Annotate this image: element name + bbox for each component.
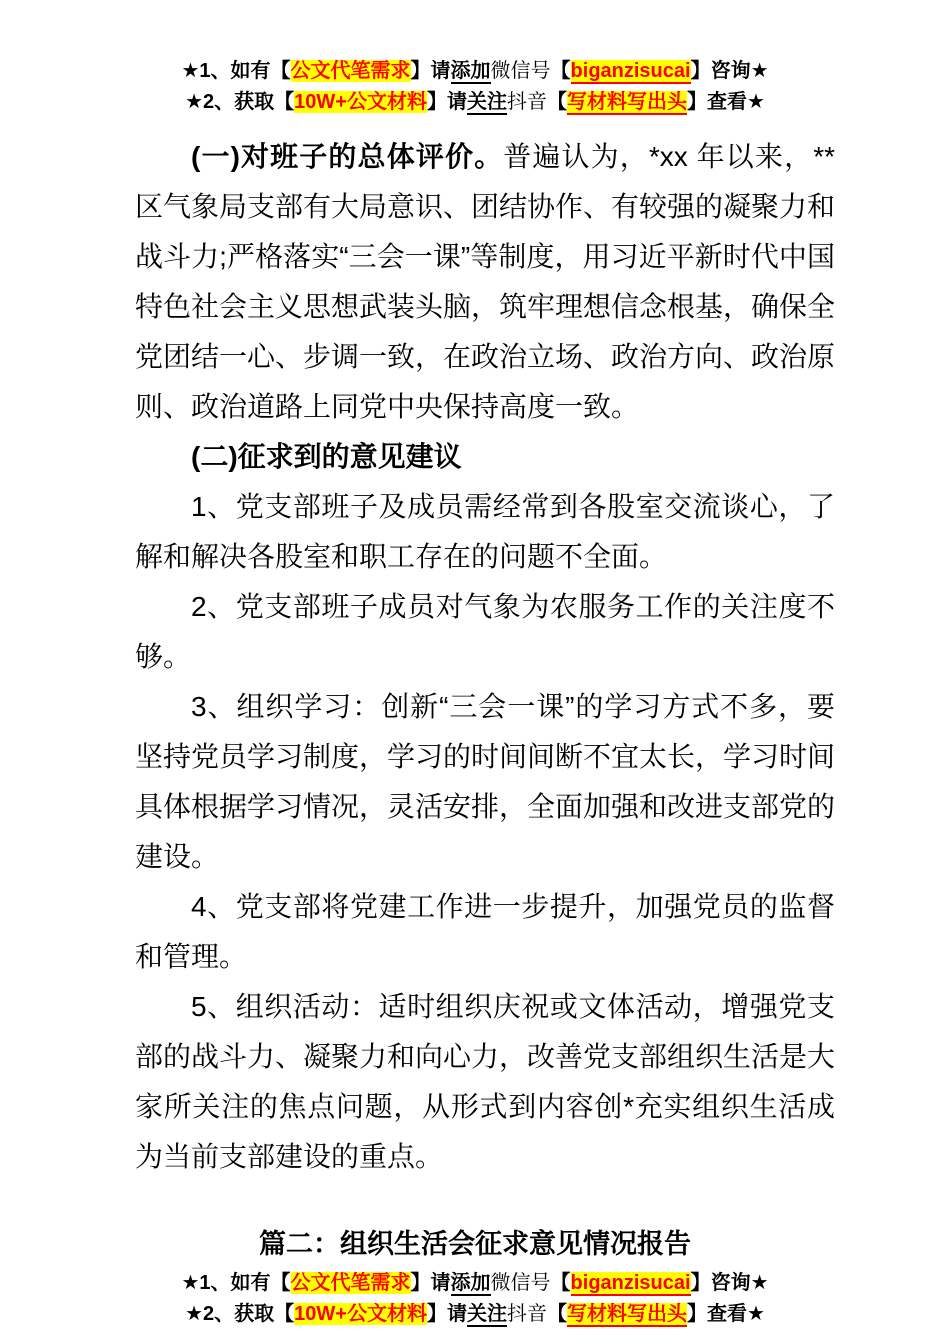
promo-douyin-id: 写材料写出头 xyxy=(566,91,687,113)
promo-text: 】咨询★ xyxy=(690,1272,769,1294)
document-body xyxy=(135,132,835,1182)
promo-underline-text: 关注 xyxy=(466,91,507,113)
promo-text: 】咨询★ xyxy=(690,60,769,82)
paragraph-heading-opinions xyxy=(135,432,835,482)
paragraph-item-2 xyxy=(135,582,835,682)
promo-underline-text: 添加 xyxy=(450,1272,491,1294)
promo-header-line-2 xyxy=(0,87,950,118)
promo-text: 】查看★ xyxy=(686,91,765,113)
promo-underline-text: 添加 xyxy=(450,60,491,82)
promo-text: 【 xyxy=(550,1272,571,1294)
promo-text: ★1、如有【 xyxy=(181,60,291,82)
paragraph-text: 2、党支部班子成员对气象为农服务工作的关注度不够。 xyxy=(135,591,835,672)
promo-text: 【 xyxy=(546,91,567,113)
paragraph-item-5 xyxy=(135,982,835,1182)
promo-wechat-id: biganzisucai xyxy=(570,1272,691,1294)
paragraph-text: 3、组织学习：创新“三会一课”的学习方式不多，要坚持党员学习制度，学习的时间间断不宜太长，学习时间具体根据学习情况，灵活安排，全面加强和改进支部党的建设。 xyxy=(135,691,836,872)
promo-text: 【 xyxy=(550,60,571,82)
promo-text: 】请 xyxy=(426,1303,467,1325)
promo-douyin-id: 写材料写出头 xyxy=(566,1303,687,1325)
paragraph-lead: (二)征求到的意见建议 xyxy=(191,441,462,472)
paragraph-text: 1、党支部班子及成员需经常到各股室交流谈心，了解和解决各股室和职工存在的问题不全面。 xyxy=(135,491,835,572)
paragraph-item-3 xyxy=(135,682,835,882)
promo-text: ★2、获取【 xyxy=(185,1303,295,1325)
promo-highlight: 10W+公文材料 xyxy=(294,1303,427,1325)
promo-wechat-id: biganzisucai xyxy=(570,60,691,82)
promo-text: 微信号 xyxy=(490,1272,551,1294)
promo-text: 抖音 xyxy=(506,91,547,113)
promo-footer-line-2 xyxy=(0,1299,950,1330)
promo-highlight: 10W+公文材料 xyxy=(294,91,427,113)
promo-text: 】请 xyxy=(410,1272,451,1294)
promo-text: 【 xyxy=(546,1303,567,1325)
promo-text: 微信号 xyxy=(490,60,551,82)
promo-text: 】查看★ xyxy=(686,1303,765,1325)
promo-text: 抖音 xyxy=(506,1303,547,1325)
paragraph-text: 5、组织活动：适时组织庆祝或文体活动，增强党支部的战斗力、凝聚力和向心力，改善党支部组织生活是大家所关注的焦点问题，从形式到内容创*充实组织生活成为当前支部建设的重点。 xyxy=(135,991,836,1172)
promo-underline-text: 关注 xyxy=(466,1303,507,1325)
promo-footer xyxy=(0,1268,950,1330)
section2-title: 篇二：组织生活会征求意见情况报告 xyxy=(259,1229,691,1259)
promo-highlight: 公文代笔需求 xyxy=(290,1272,411,1294)
promo-header-line-1 xyxy=(0,56,950,87)
paragraph-overall-evaluation xyxy=(135,132,835,432)
promo-header xyxy=(0,56,950,118)
promo-text: ★2、获取【 xyxy=(185,91,295,113)
promo-text: 】请 xyxy=(410,60,451,82)
paragraph-item-1 xyxy=(135,482,835,582)
paragraph-text: 普遍认为，*xx 年以来，**区气象局支部有大局意识、团结协作、有较强的凝聚力和战斗力;严格落实“三会一课”等制度，用习近平新时代中国特色社会主义思想武装头脑，筑牢理想信念根基，确保全党团结一心、步调一致，在政治立场、政治方向、政治原则、政治道路上同党中央保持高度一致。 xyxy=(135,141,836,422)
paragraph-text: 4、党支部将党建工作进一步提升，加强党员的监督和管理。 xyxy=(135,891,835,972)
paragraph-lead: (一)对班子的总体评价。 xyxy=(191,141,504,172)
promo-text: 】请 xyxy=(426,91,467,113)
promo-footer-line-1 xyxy=(0,1268,950,1299)
paragraph-item-4 xyxy=(135,882,835,982)
promo-text: ★1、如有【 xyxy=(181,1272,291,1294)
promo-highlight: 公文代笔需求 xyxy=(290,60,411,82)
